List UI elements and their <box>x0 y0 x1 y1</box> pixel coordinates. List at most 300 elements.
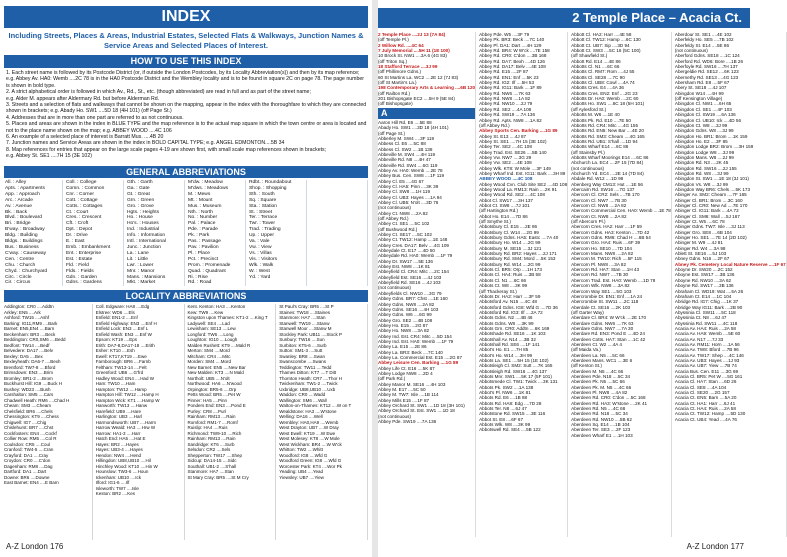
street-entry: Acacia Av. RM11: Horn ....1A 56 <box>674 341 740 347</box>
street-entry: Abinger Rd. W4 ....3A 98 <box>674 245 726 251</box>
street-entry: Abbey St. E13 ....4J 87 <box>479 133 527 139</box>
abbreviation-entry: Quad. : Quadrant <box>188 268 226 274</box>
abbreviation-entry: Cir. : Circus <box>5 280 31 286</box>
street-entry: Abercorn Trad. Est. HA0: Wemb ....1D 78 <box>571 277 656 283</box>
street-entry: Aberdour St. SE1 ....4E 102 <box>674 32 732 37</box>
street-entry: Abbeyfield Est. SE16 ....4J 103 <box>378 274 442 280</box>
street-entry: Abbey Rd. NW8 ....1A 82 <box>479 96 531 102</box>
locality-entry: Merton: SM4 ....Mord <box>187 348 230 353</box>
street-entry: Abbots Wlk. W8 ....3K 99 <box>479 422 531 428</box>
locality-entry: Cranford: TW4-5 ....Cran <box>4 447 54 452</box>
locality-entry: Sandridge: KT6 ....Surb <box>187 441 235 447</box>
street-entry: Acacia Ct. HA4: Ruis ....2A 58 <box>674 406 736 412</box>
locality-entry: Surbiton: KT5-6 ....Surb <box>279 342 327 348</box>
locality-entry: Stanwell: TW19 ....Stanw <box>279 320 330 326</box>
abbreviation-entry: Junc. : Junction <box>127 244 161 250</box>
locality-entry: Epsom: KT19 ....Eps <box>95 337 138 342</box>
street-entry: Abbeville Rd. N8 ....4H 47 <box>378 157 431 163</box>
abbreviation-entry: Est. : Estate <box>66 256 93 262</box>
abbreviation-entry: Bus. : Business <box>5 244 39 250</box>
howto-item: 2. A strict alphabetical order is followed in which Av., Rd., St., etc. (though abbreviated) are read in full and as part of the street name; <box>6 89 311 96</box>
abbreviation-entry: Lwr. : Lower <box>127 262 154 268</box>
street-entry: Abinger Cl. BR1: Brom ....3C 160 <box>674 197 743 203</box>
street-entry: Abbots Ter. N8 ....6J 47 <box>479 406 527 412</box>
street-entry: Abbotts Dr. HA0: Wemb ....2C 60 <box>571 96 639 102</box>
locality-entry: Romford: RM1-7 ....Romf <box>187 419 238 425</box>
abbreviation-column <box>65 180 124 286</box>
street-entry: Abingdon Lodge W8 ....3J 99 <box>674 149 735 155</box>
street-entry: Abingdon Cl. SW19 ....6A 136 <box>674 112 736 118</box>
street-entry: Abyssinia Rd. SW11 ....4C 118 <box>674 320 738 326</box>
street-column <box>571 32 672 537</box>
locality-entry: Orpington: BR5-6 ....Orp <box>187 386 237 392</box>
howto-item: 4. Addresses that are in more than one part are referred to as not continuous. <box>6 114 184 121</box>
street-entry: (not continuous) <box>378 285 411 291</box>
abbreviation-entry: Bk. : Back <box>5 209 28 215</box>
locality-entry: Beckenham: BR3 ....Beck <box>4 331 56 337</box>
locality-entry: West Molesey: KT8 ....W Mole <box>279 436 340 441</box>
street-entry: Abingdon Gdns. W8 ....3J 99 <box>674 128 734 134</box>
abbreviation-entry: Gth. : Garth <box>127 180 153 185</box>
street-entry: Aboyne Est. SW17 ....3B 136 <box>674 272 735 278</box>
abbreviation-entry: Up. : Upper <box>249 233 275 239</box>
street-entry: Abbey Ind. Est. HA0: Wemb ....1F 79 <box>378 338 454 344</box>
street-entry: Abbey Orchard St. SW1 ....1D 18 (3H 101) <box>378 403 465 409</box>
abbreviation-entry: Pal. : Palace <box>188 221 216 227</box>
street-entry: Abercrombie Dr. EN1: Enf ....1A 24 <box>571 293 643 299</box>
abbreviation-entry: M. : Mews <box>188 191 211 197</box>
locality-column <box>96 304 185 540</box>
abbreviation-entry: Bri. : Bridge <box>5 221 31 227</box>
general-abbreviations-table <box>4 180 368 284</box>
locality-entry: Hanworth: TW13 ....Hanw <box>95 403 148 408</box>
howto-item: 5. Places and areas are shown in the index in BLUE TYPE and the map reference is to the actual map square in which the town centre or area is located and <box>6 121 367 128</box>
locality-entry: Northwood: HA6 ....N'wood <box>187 381 242 386</box>
street-entry: Abinger Gro. SE8 ....6B 104 <box>674 229 732 235</box>
locality-entry: Northolt: UB5 ....N'olt <box>187 375 230 381</box>
locality-entry: Elstree: WD6 ....Els <box>95 309 135 315</box>
locality-entry: Kew: TW9 ....Kew <box>187 309 224 315</box>
locality-entry: West Ewell: KT19 ....W Ewe <box>279 430 336 436</box>
street-entry: Abercorn Wlk. NW8 ....3A 82 <box>571 283 630 289</box>
street-entry: Abbotsbury Gdns. HA5: Eastc ....7A 40 <box>479 235 559 241</box>
place-of-interest-entry: 7 July Memorial ....5H 11 (1E 100) <box>378 48 450 54</box>
abbreviation-entry: E. : East <box>66 239 85 245</box>
street-entry: Abercorn Mans. NW8 ....2A 82 <box>571 251 634 257</box>
abbreviation-entry: B'way. : Broadway <box>5 227 45 233</box>
street-entry: Abbotts Wharf Moorings E14 ....6C 86 <box>571 154 649 160</box>
street-entry: Abbey Ct. SE17 ....5C 102 <box>378 232 432 238</box>
locality-entry: Thornton Heath: CR7 ....Thor H <box>279 375 343 381</box>
street-entry: Abbott Ct. SW3 ....5C 16 (5C 100) <box>571 48 641 54</box>
abbreviation-entry: Shop. : Shopping <box>249 185 287 191</box>
street-entry: Abingdon Cl. NW1 ....6H 65 <box>674 101 732 107</box>
street-entry: Abbey Rd. CR0: C'don ....3B 168 <box>479 53 547 59</box>
locality-entry: Sutton: SM1-3 ....Sutt <box>279 348 323 353</box>
locality-entry: Chislehurst: BR7 ....Chst <box>4 425 54 430</box>
street-entry: Abbotts Rd. CR4: Mitc ....4G 155 <box>571 122 639 128</box>
abbreviation-column <box>187 180 246 286</box>
street-entry: (not continuous) <box>378 205 411 211</box>
street-entry: Aberford Rd. WD6: Bore ....1B 26 <box>674 58 744 64</box>
street-entry: 60 St Martins La. WC2 ....2E 12 (7J 83) <box>378 74 459 80</box>
howto-item: e.g. Alder M. appears after Aldermary Rd. but before Alderman Rd. <box>6 95 160 102</box>
street-entry: (off St Martin's La.) <box>378 80 417 86</box>
street-entry: Abbots Grn. CR0: Addtn ....6K 169 <box>479 325 550 331</box>
street-entry: Abercrombie St. SW11 ....2C 118 <box>571 299 639 305</box>
place-of-interest-entry: 2 Temple Place ....2J 13 (7A 84) <box>378 32 446 37</box>
street-entry: Abbott Rd. E14 ....4E 86 <box>571 58 621 64</box>
abbreviation-entry: Coll. : College <box>66 180 97 185</box>
street-entry: Abbey Pde. SW19 ....7A 136 <box>378 419 437 425</box>
right-page <box>378 0 786 557</box>
locality-entry: Ham: TW10 ....Ham <box>95 381 136 386</box>
street-entry: Abbotshade Rd. SE16 ....1K 103 <box>479 331 546 337</box>
abbreviation-entry: Blvd. : Boulevard <box>5 215 42 221</box>
locality-entry: Richmond: TW9-10 ....Rich <box>187 430 242 436</box>
street-entry: Abbey M. E17 ....5C 50 <box>378 387 426 392</box>
abbreviation-entry: Cnr. : Corner <box>66 191 94 197</box>
street-entry: Abbey Rd. NW10 ....2J 79 <box>479 101 533 107</box>
locality-abbreviations-table <box>4 304 368 540</box>
street-entry: Abbey Gdns. NW8 ....2A 82 <box>378 301 435 307</box>
street-entry: Abercorn M. TW10: Rich ....5F 115 <box>571 256 642 262</box>
locality-entry: Carshalton: SM5 ....Cars <box>4 392 54 397</box>
abbreviation-entry: Prom. : Promenade <box>188 262 231 268</box>
street-entry: Acacia Av. HA9: Wemb ....5E 60 <box>674 331 741 337</box>
street-entry: Aberdare Gdns. NW7 ....7A 30 <box>571 325 634 331</box>
street-entry: Abbots Rd. HA8: Edg ....7D 28 <box>479 400 542 406</box>
locality-entry: Feltham: TW13-14 ....Felt <box>95 364 147 370</box>
street-entry: Aberdeen Ct. W2 ....4A 4 <box>571 341 622 347</box>
abbreviation-entry: Circ. : Circle <box>5 274 32 280</box>
street-entry: Abbey Wood Rd. SE2 ....4C 108 <box>479 192 545 198</box>
locality-entry: Chadwell Heath: RM6 ....Chad H <box>4 397 70 403</box>
street-entry: Abbotshall Rd. SE6 ....1F 141 <box>479 341 540 347</box>
locality-entry: Chigwell: IG7 ....Chig <box>4 419 47 425</box>
street-entry: Abbotts M. W6 ....1E 40 <box>571 112 620 118</box>
abbreviation-entry: App. : Approach <box>5 191 40 197</box>
street-entry: Ablett St. SE16 ....5J 103 <box>674 251 727 257</box>
locality-entry: Chessington: KT9 ....Chess <box>4 414 59 419</box>
street-entry: Abbey Ind. Est. CR4: Mitc ....5D 154 <box>378 333 452 339</box>
howto-item: 7. Junction names and Service Areas are shown in the index in BOLD CAPITAL TYPE; e.g. ANGEL EDMONTON....5B 34 <box>6 140 285 147</box>
street-entry: Abbotsbury Rd. SM4: Mord ....5K 153 <box>479 256 556 262</box>
street-entry: (off Thackeray St.) <box>479 288 517 294</box>
street-entry: Abbotsleigh Rd. SW16 ....4G 137 <box>479 368 547 374</box>
street-entry: Acacia Cl. BR5: Pet W ....5G 161 <box>674 374 743 379</box>
abbreviation-entry: Sth. : South <box>249 191 275 197</box>
abbreviation-entry: Vs. : Villas <box>249 250 272 256</box>
street-column <box>378 32 476 537</box>
street-entry: Abinger Ct. W5 ....6C 78 <box>674 219 725 225</box>
howto-item: shown in brackets; e.g. Abady Ho. SW1 ....5D 18 (4H 101) (off Page St.) <box>6 108 172 115</box>
abbreviation-entry: Vw. : View <box>249 244 272 250</box>
street-entry: Abercorn Ct. NW8 ....2A 82 <box>571 213 627 219</box>
locality-entry: Hendon: NW4 ....Hend <box>95 452 142 458</box>
street-entry: Abbotsbury Rd. W14 ....2G 99 <box>479 261 541 267</box>
street-entry: Abbotshall Av. N14 ....3B 32 <box>479 336 536 342</box>
locality-entry: Bexley: DA5 ....Bex <box>4 353 43 359</box>
abbreviation-entry: Chu. : Church <box>5 262 36 268</box>
street-entry: Abbey Rd. IG11: Bark ....1F 89 <box>479 85 542 91</box>
locality-entry: Ilford: IG1-6 ....Ilf <box>95 480 130 485</box>
place-of-interest-entry: 2 Willow Rd. ....4C 64 <box>378 42 424 48</box>
locality-entry: New Barnet: EN5 ....New Bar <box>187 364 246 370</box>
street-entry: Abbey Rd. NW6 ....7K 63 <box>479 90 531 96</box>
locality-abbreviations-heading: LOCALITY ABBREVIATIONS <box>4 290 368 302</box>
letter-heading: A <box>378 108 475 119</box>
street-entry: Abbots Cl. BR5: Orp ....1H 173 <box>479 267 542 273</box>
street-entry: Abbotsford Gdns. IG8: Wfd G ....7D 36 <box>479 304 558 310</box>
abbreviation-entry: Comn. : Common <box>66 185 105 191</box>
street-entry: Abbot Ho. E14 ....7D 86 <box>479 213 528 219</box>
street-entry: Acacia Cl. HA7: Stan ....6D 26 <box>674 379 737 385</box>
street-entry: (off Triton Sq.) <box>378 58 408 64</box>
street-entry: Abingdon Rd. N3 ....2K 45 <box>674 160 729 166</box>
street-entry: Abbeydale Rd. HA0: Wemb ....1F 79 <box>378 253 453 259</box>
street-entry: Abingdon Ho. BR1: Brom ....1K 159 <box>674 133 748 139</box>
street-entry: Abbey Cl. SW8 ....1H 119 <box>378 189 430 195</box>
street-entry: Abercorn Cl. NW8 ....2A 82 <box>571 203 627 208</box>
street-entry: Abbey Rd. Apts. NW8 ....1A 82 <box>479 117 542 123</box>
street-entry: Abbey Gdns. SE16 ....4H 103 <box>378 306 439 312</box>
street-entry: Aberdeen Rd. CR0: C'don ....5C 168 <box>571 395 646 401</box>
locality-entry: Malden Rushett: KT9 ....Mald R <box>187 342 251 348</box>
abbreviation-entry: Rd. : Road <box>188 280 212 286</box>
street-entry: Aberdale Ct. SE16 ....2K 103 <box>571 304 631 310</box>
street-entry: Abinger Av. SM2: Cheam ....7F 165 <box>674 192 747 198</box>
index-intro: Including Streets, Places & Areas, Industrial Estates, Selected Flats & Walkways, Junction Names & Service Areas and Selected Places of Interest. <box>8 31 364 50</box>
street-entry: Abingdon Rd. SW16 ....2J 155 <box>674 165 737 171</box>
left-page <box>0 0 372 557</box>
street-entry: Abercorn Ho. SE10 ....7D 104 <box>571 245 632 251</box>
street-entry: Aboyne Rd. NW10 ....3A 62 <box>674 277 732 283</box>
street-entry: Abbey Ct. SE1 ....5C 102 <box>378 221 430 227</box>
abbreviation-entry: Ri. : Rise <box>188 274 208 280</box>
street-entry: (off Page St.) <box>378 130 405 136</box>
abbreviation-entry: Trad. : Trading <box>249 227 281 233</box>
howto-item: e.g. Abbey St. SE1 ....7H 15 (3E 102) <box>6 153 92 160</box>
locality-column <box>188 304 277 540</box>
street-entry: Abbotts Cl. UB8: Cowl ....4A 74 <box>571 80 635 86</box>
street-entry: Abinger Gdns. TW7: Isle ....3J 113 <box>674 224 745 230</box>
locality-entry: Addington: CR0 ....Addtn <box>4 304 54 309</box>
street-entry: Abingdon Lodge BR2: Brom ....3H 159 <box>674 144 754 150</box>
abbreviation-entry: Nth. : North <box>188 209 214 215</box>
street-entry: Acacia Ct. UB4: Yead ....4A 76 <box>674 416 737 422</box>
abbreviation-entry: Flds. : Fields <box>66 268 94 274</box>
street-entry: Abdale Rd. W12 ....1D 98 <box>571 176 624 182</box>
street-entry: Abbots La. SE1 ....5H 15 (1E 102) <box>479 357 549 363</box>
street-entry: Abbotts Cres. E4 ....4A 36 <box>571 85 624 91</box>
place-of-interest-entry: Abney Pk. Cemetery Local Nature Reserve ....1F 67 <box>674 261 786 267</box>
abbreviation-entry: Ho. : House <box>127 215 153 221</box>
locality-entry: Worcester Park: KT4 ....Wor Pk <box>279 463 342 469</box>
street-entry: Aberdare Rd. EN3: Pond E ....4D 24 <box>571 331 645 337</box>
street-entry: Abbey Rd. EN1: Enf ....5K 23 <box>479 74 539 80</box>
street-entry: Abbey La. E15 ....2E 86 <box>378 344 427 350</box>
locality-entry: Petts Wood: BR5 ....Pet W <box>187 392 241 397</box>
street-entry: Abbotsbury Cl. W14 ....2G 99 <box>479 229 539 235</box>
locality-entry: Chelsfield: BR6 ....Chels <box>4 408 53 414</box>
street-entry: Abbey Vw. NW7 ....3G 29 <box>479 154 532 160</box>
street-entry: Abingdon Cl. SE1 ....4F 103 <box>674 106 732 112</box>
locality-entry: Crayford: DA1 ....Cray <box>4 452 49 458</box>
street-entry: Abbey Cl. UB5: N'olt ....3D 76 <box>378 199 439 205</box>
street-entry: Abbotts Cl. SE28 ....7C 90 <box>571 74 625 80</box>
street-entry: (off Aylesford St.) <box>571 106 607 112</box>
abbreviation-entry: Rdbt. : Roundabout <box>249 180 292 185</box>
locality-entry: Beddington: CR0,SM6 ....Bedd <box>4 337 66 342</box>
street-entry: Abbey Pl. DA1: Dart ....4H 129 <box>479 42 542 48</box>
place-of-interest-entry: Abbey Sports Cen. Barking ....1G 89 <box>479 128 558 134</box>
page-range-title <box>378 8 750 28</box>
abbreviation-entry: Mt. : Mount <box>188 197 213 203</box>
abbreviation-entry: Gdn. : Garden <box>66 274 97 280</box>
street-entry: Abbey Cres. DA17: Belv ....4G 109 <box>378 242 449 248</box>
street-entry: (off Park Rd.) <box>378 376 406 382</box>
locality-entry: Arkley: EN5 ....Ark <box>4 309 41 315</box>
abbreviation-entry: Mus. : Museum <box>188 203 222 209</box>
abbreviation-entry: Va. : Vale <box>249 239 270 245</box>
locality-entry: Ashford: TW15 ....Ashf <box>4 315 50 320</box>
street-entry: Abercorn Rd. HA7: Stan ....1H 43 <box>571 267 640 273</box>
abbreviation-entry: Dr. : Drive <box>66 233 88 239</box>
street-entry: Abbott Cl. HA2: Harr ....4E 58 <box>571 32 632 37</box>
street-entry: Abbeyfields Cl. NW10 ....3G 79 <box>378 290 442 296</box>
street-entry: Aberford Gdns. SE18 ....1C 124 <box>674 53 740 59</box>
street-entry: Abbess Cl. SW2 ....1B 138 <box>378 146 433 152</box>
locality-entry: Enfield: EN1-2 ....Enf <box>95 315 138 320</box>
street-entry: 201 Bishopsgate EC2 ....5H 9 (5E 84) <box>378 96 455 102</box>
locality-entry: Selsdon: CR2 ....Sels <box>187 447 231 452</box>
locality-entry: Hampton Wick: KT1 ....Hamp W <box>95 397 160 403</box>
locality-entry: Hayes: UB3-4 ....Hayes <box>95 447 143 452</box>
abbreviation-entry: St. : Street <box>249 209 273 215</box>
abbreviation-entry: Ter. : Terrace <box>249 215 278 221</box>
locality-entry: Hampton: TW12 ....Hamp <box>95 386 147 392</box>
street-entry: Abenberg Way CM13: Hut ....1E 56 <box>571 181 643 187</box>
abbreviation-entry: Av. : Avenue <box>5 203 32 209</box>
street-entry: Aberdeen Rd. N18 ....5C 34 <box>571 411 628 417</box>
abbreviation-entry: Ga. : Gate <box>127 185 150 191</box>
abbreviation-entry: Pct. : Precinct <box>188 256 219 262</box>
street-entry: Abbey Rd. SE2 ....4A 108 <box>479 106 532 112</box>
street-entry: Abbeyfield Cl. CR4: Mitc ....2C 154 <box>378 269 449 275</box>
locality-entry: Greenford: UB6 ....G'frd <box>95 370 144 375</box>
street-entry: Abbot's Pl. NW6 ....1K 81 <box>479 390 531 396</box>
street-entry: Abbey Gdns. W6 ....6G 99 <box>378 312 432 318</box>
abbreviation-entry: Chyd. : Churchyard <box>5 268 48 274</box>
street-entry: Abernethy Rd. SE13 ....4G 123 <box>674 74 739 80</box>
street-entry: Abbey Rd. SW19 ....7A 136 <box>479 112 536 118</box>
street-entry: (off Shawfield St.) <box>571 53 608 59</box>
locality-entry: Walton-on-Thames: KT12 ....W on T <box>279 403 352 408</box>
locality-entry: Waddon: CR0 ....Wadd <box>279 392 326 397</box>
street-entry: Abbey Gro. SE2 ....4B 108 <box>378 317 433 323</box>
locality-entry: Harlington: UB3 ....Harl <box>95 414 143 419</box>
street-entry: Abbey Pk. BR3: Beck ....7C 140 <box>479 37 545 43</box>
street-entry: (not continuous) <box>674 48 708 54</box>
abbreviation-entry: La. : Lane <box>127 250 149 256</box>
locality-entry: Belvedere: DA17 ....Belv <box>4 348 54 353</box>
street-entry: Abbot Cl. SW17 ....3H 137 <box>479 197 533 203</box>
street-entry: Abbey Dr. SW17 ....5E 136 <box>378 258 433 264</box>
street-entry: Abbotstone Rd. SW15 ....3E 116 <box>479 411 546 417</box>
street-entry: Abbot Ct. SW8 ....7J 101 <box>479 203 530 208</box>
page-footer-right: A-Z London 177 <box>686 542 744 551</box>
street-entry: Abercorn Gdns. HA3: Kenton ....7D 42 <box>571 229 650 235</box>
street-entry: Abbey Wood La. RM13: Rain ....2K 91 <box>479 186 557 192</box>
street-entry: Abbey Life Ct. E16 ....5K 87 <box>378 365 435 371</box>
street-entry: Abbey Rd. E15 ....2F 87 <box>479 69 529 75</box>
abbreviation-entry: Fld. : Field <box>66 262 89 268</box>
street-entry: Aberdeen Cotts. HA7: Stan ....1C 42 <box>571 336 646 342</box>
street-entry: Acacia Av. UB7: Yiew ....7B 74 <box>674 363 737 369</box>
street-entry: Abbotsbury Ho. W14 ....2G 99 <box>479 240 541 246</box>
street-entry: (not continuous) <box>571 165 605 171</box>
street-entry: (off Temple Pl.) <box>378 37 409 43</box>
street-entry: Abberley M. SW4 ....3F 119 <box>378 135 435 141</box>
locality-entry: Brentford: TW7-8 ....Bford <box>4 364 56 370</box>
street-entry: (off Abbey Rd.) <box>378 216 409 221</box>
street-entry: Abbey Manor M. SE16 ....4H 103 <box>378 381 446 387</box>
street-entry: Aberdeen Pl. NW8 ....4A 82 <box>571 390 628 396</box>
street-entry: (off Kensington Village) <box>674 96 723 102</box>
street-entry: Abbots Dr. HA2: Harr ....3F 59 <box>479 293 541 299</box>
street-entry: Aberdare Gdns. NW6 ....7K 63 <box>571 320 634 326</box>
street-entry: Abbotts Ho. SW1 ....6C 18 (5H 101) <box>571 101 645 107</box>
locality-entry: Sunbury: TW16 ....Sun <box>279 337 325 342</box>
street-entry: Aboyne Dr. SW20 ....2C 152 <box>674 267 733 273</box>
abbreviation-entry: Grn. : Green <box>127 197 155 203</box>
abbreviation-entry: Mnr. : Manor <box>127 268 155 274</box>
abbreviation-entry: Lit. : Little <box>127 256 148 262</box>
street-entry: Aberdeen Sq. E14 ....1B 104 <box>571 422 630 428</box>
abbreviation-entry: C'way. : Causeway <box>5 250 47 256</box>
street-entry: Acacia Ct. EN5: Barn ....5A 20 <box>674 395 737 401</box>
abbreviation-entry: Gro. : Grove <box>127 203 154 209</box>
street-entry: Abady Ho. SW1 ....3D 18 (4H 101) <box>378 125 449 131</box>
abbreviation-entry: Gdns. : Gardens <box>66 280 102 286</box>
street-entry: Abbots Rd. E6 ....1B 88 <box>479 395 528 401</box>
street-entry: Abbotts Cl. RM7: Rom ....4J 55 <box>571 69 635 75</box>
locality-entry: Dartford: DA1 ....Dart <box>4 469 47 474</box>
abbreviation-entry: Hgts. : Heights <box>127 209 160 215</box>
locality-entry: Pinner: HA5 ....Pinn <box>187 397 228 403</box>
street-entry: Abinger Cl. SM6: Wall ....5J 167 <box>674 213 740 219</box>
street-entry: Abinger M. W9 ....4J 81 <box>674 240 723 246</box>
locality-entry: Bromley: BR1-2 ....Brom <box>4 375 53 381</box>
locality-entry: Bushey: WD23 ....Bush <box>4 386 51 392</box>
abbreviation-entry: Bldgs. : Buildings <box>5 239 43 245</box>
locality-entry: Loughton: IG10 ....Lough <box>187 337 238 342</box>
abbreviation-column <box>309 180 368 286</box>
locality-entry: Hillingdon: UB8,UB10 ....Hil <box>95 458 151 463</box>
street-entry: Aberdeen Wharf E1 ....1H 103 <box>571 432 633 438</box>
street-entry: Abraham Cl. WD19: Wat ....5A 26 <box>674 288 744 294</box>
abbreviation-entry: Ho's. : Houses <box>127 221 159 227</box>
street-entry: Aberdeen Rd. N5 ....4C 66 <box>571 406 626 412</box>
street-entry: Aberdeen Pk. N5 ....5C 66 <box>571 379 625 385</box>
street-entry: Abbots Pk. SW2 ....1A 138 <box>479 384 534 390</box>
locality-entry: Farnborough: BR6 ....Farnb <box>95 359 151 364</box>
abbreviation-entry: M'dws. : Meadows <box>188 185 229 191</box>
street-entry: Acacia Av. TW17: Shep ....4C 146 <box>674 352 744 358</box>
abbreviation-entry: Intl. : International <box>127 239 166 245</box>
howto-item: is shown in bold type. <box>6 82 56 89</box>
